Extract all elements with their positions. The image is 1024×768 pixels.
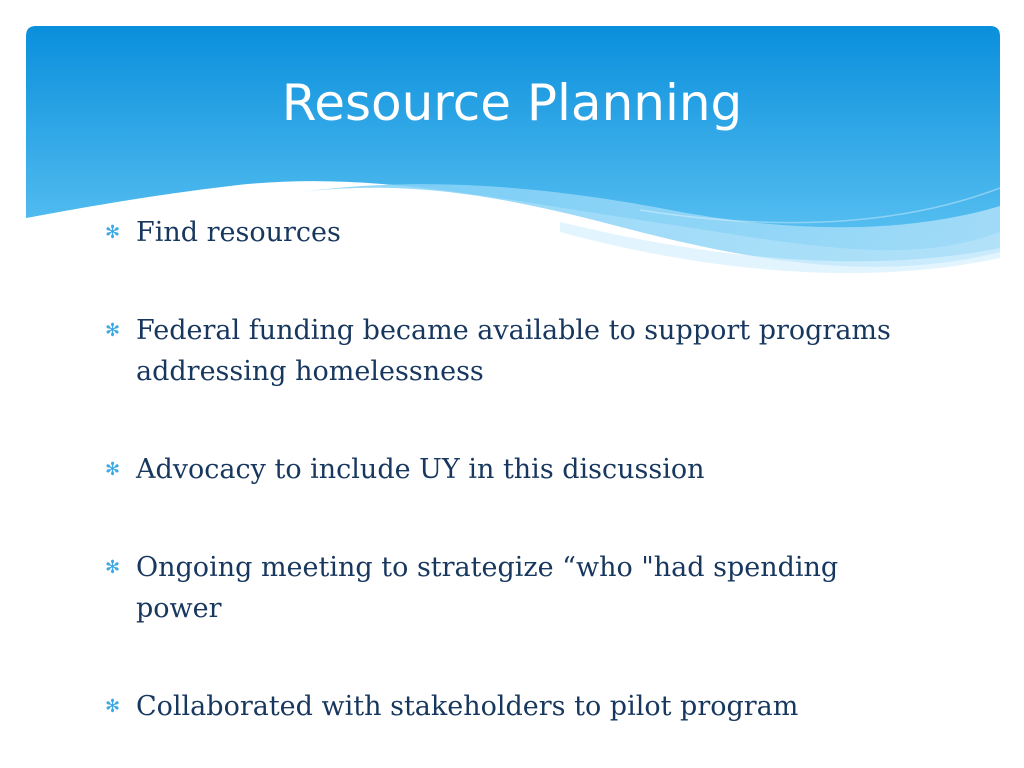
asterisk-bullet-icon: ✻ (105, 696, 121, 717)
bullet-text: Federal funding became available to support programs addressing homelessness (136, 315, 891, 387)
bullet-text: Find resources (136, 217, 341, 248)
bullet-item (105, 310, 925, 392)
asterisk-bullet-icon: ✻ (105, 222, 121, 243)
asterisk-bullet-icon: ✻ (105, 557, 121, 578)
bullet-text: Advocacy to include UY in this discussion (136, 454, 705, 485)
asterisk-bullet-icon: ✻ (105, 459, 121, 480)
slide-title: Resource Planning (281, 74, 743, 132)
bullet-item (105, 212, 925, 253)
bullet-list (105, 212, 925, 768)
bullet-item (105, 547, 925, 629)
bullet-text: Collaborated with stakeholders to pilot program (136, 691, 799, 722)
bullet-item (105, 449, 925, 490)
asterisk-bullet-icon: ✻ (105, 320, 121, 341)
bullet-item (105, 686, 925, 727)
bullet-text: Ongoing meeting to strategize “who "had spending power (136, 552, 839, 624)
